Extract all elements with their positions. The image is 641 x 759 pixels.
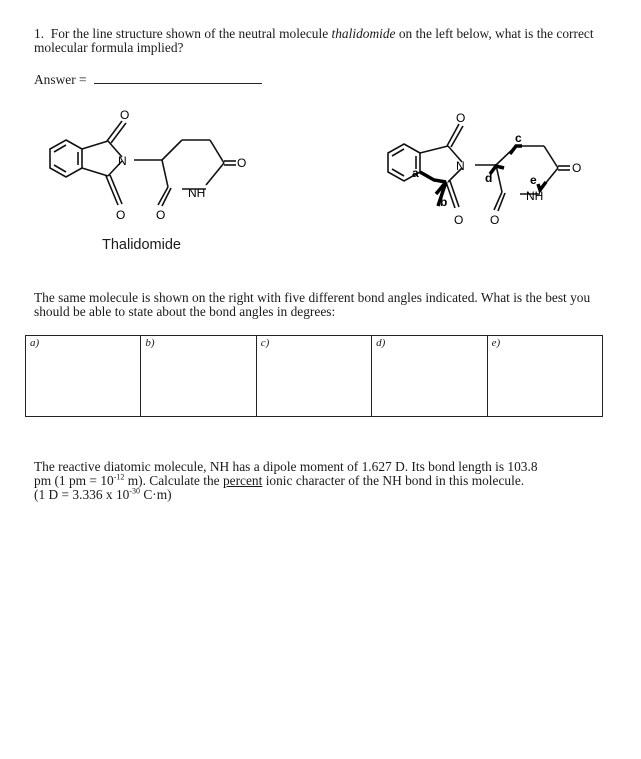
q3-underlined: percent <box>222 473 263 488</box>
q3-line3-a: (1 D = 3.336 x 10 <box>34 487 130 502</box>
question-number: 1. <box>34 26 45 41</box>
angle-cell-a[interactable] <box>26 336 141 417</box>
angle-header-a: a) <box>30 337 40 349</box>
atom-O-br-right: O <box>490 213 500 227</box>
answer-label: Answer = <box>34 72 87 87</box>
question-text-end: on the left below, what is the correct molecular formula implied? <box>34 26 594 55</box>
answer-blank[interactable] <box>94 71 262 84</box>
angle-header-b: b) <box>145 337 155 349</box>
atom-O-top-right: O <box>456 111 466 125</box>
q3-line2-c: ionic character of the NH bond in this molecule. <box>262 473 525 488</box>
angle-header-e: e) <box>491 337 501 349</box>
atom-O-bottom-right: O <box>156 208 166 222</box>
angle-label-d: d <box>485 171 493 185</box>
thalidomide-angles-structure <box>378 110 608 230</box>
angle-cell-b[interactable] <box>141 336 256 417</box>
angle-table <box>25 335 603 417</box>
molecule-caption: Thalidomide <box>102 237 181 253</box>
atom-O-bl-right: O <box>454 213 464 227</box>
angle-header-c: c) <box>260 337 270 349</box>
atom-NH-right: NH <box>526 189 544 203</box>
angle-label-a: a <box>412 166 419 180</box>
atom-O-top: O <box>120 108 130 122</box>
atom-O-far-right: O <box>572 161 582 175</box>
molecule-name: thalidomide <box>331 26 396 41</box>
angle-cell-e[interactable] <box>487 336 602 417</box>
angle-label-b: b <box>440 195 448 209</box>
angle-label-c: c <box>515 131 522 145</box>
atom-NH: NH <box>188 186 206 200</box>
atom-N: N <box>118 154 127 168</box>
q3-line2-a: pm (1 pm = 10 <box>34 473 114 488</box>
answer-row <box>34 71 262 88</box>
angle-label-e: e <box>530 173 537 187</box>
q3-line3 <box>34 488 594 502</box>
question-2: The same molecule is shown on the right with five different bond angles indicated. What is the best you should be able to state about the bond angles in degrees: <box>34 290 591 319</box>
angle-cell-c[interactable] <box>256 336 371 417</box>
question-3 <box>34 460 594 502</box>
question-text: For the line structure shown of the neutral molecule <box>50 26 332 41</box>
q3-exp2: -30 <box>129 486 141 496</box>
angle-header-d: d) <box>376 337 386 349</box>
q3-line2 <box>34 474 594 488</box>
atom-O-bottom-left: O <box>116 208 126 222</box>
q3-line2-b: m). Calculate the <box>124 473 223 488</box>
q3-line3-b: C·m) <box>140 487 172 502</box>
thalidomide-structure <box>38 105 258 235</box>
angle-cell-d[interactable] <box>372 336 487 417</box>
q3-exp1: -12 <box>113 472 125 482</box>
question-1 <box>34 27 594 55</box>
atom-O-right: O <box>237 156 247 170</box>
q3-line1: The reactive diatomic molecule, NH has a dipole moment of 1.627 D. Its bond length is 103.8 <box>34 459 538 474</box>
atom-N-right: N <box>456 159 465 173</box>
